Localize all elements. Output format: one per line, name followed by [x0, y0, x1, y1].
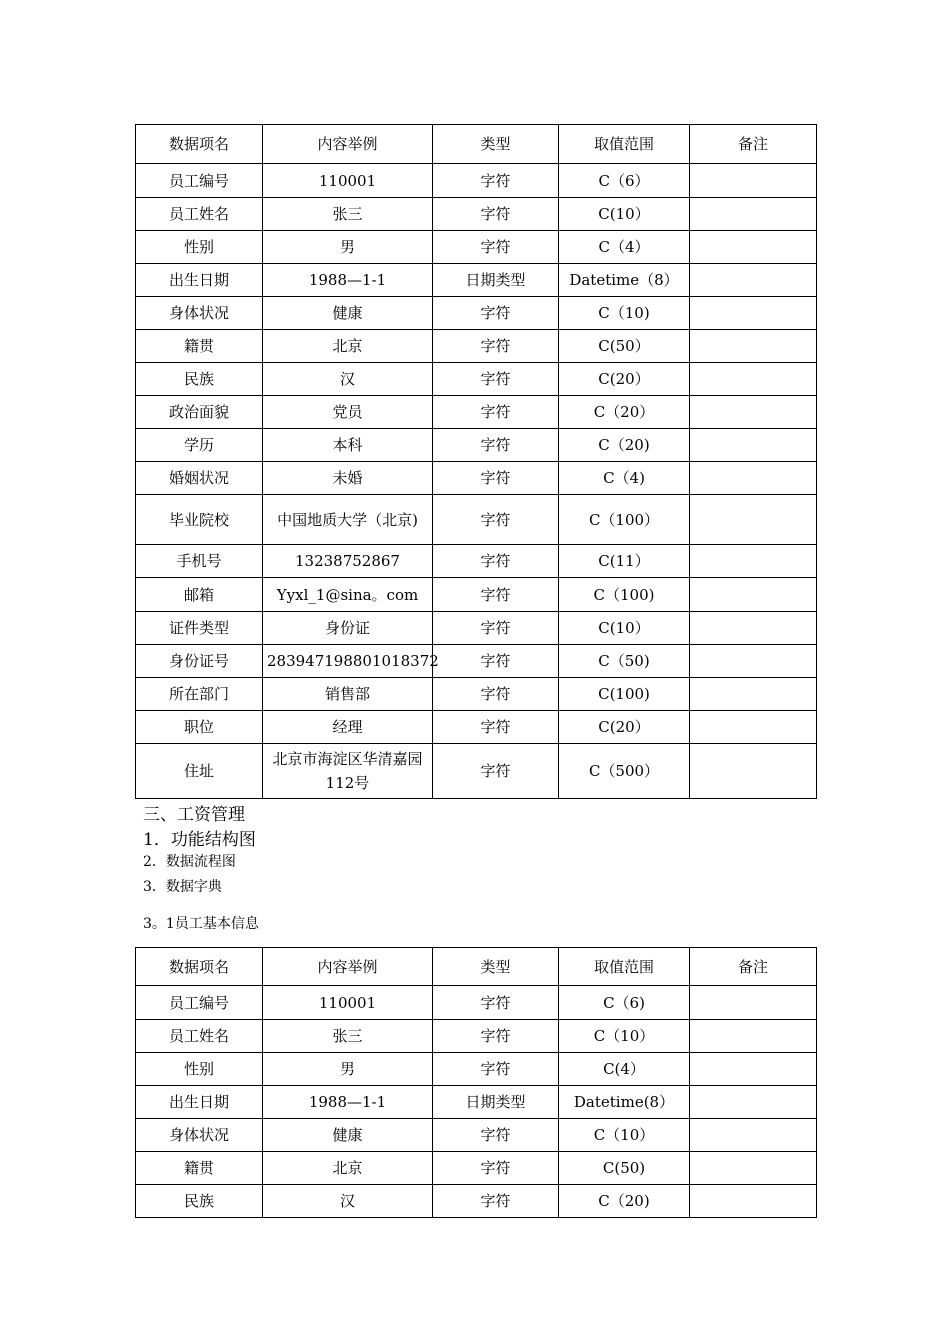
cell-type: 字符: [433, 645, 559, 678]
cell-example: 汉: [263, 1185, 433, 1218]
header-remark: 备注: [690, 948, 817, 986]
cell-remark: [690, 1185, 817, 1218]
cell-example: 1988—1-1: [263, 264, 433, 297]
cell-range: C(50): [559, 1152, 690, 1185]
cell-remark: [690, 462, 817, 495]
cell-remark: [690, 744, 817, 799]
cell-type: 字符: [433, 462, 559, 495]
cell-field-name: 性别: [136, 231, 263, 264]
cell-remark: [690, 363, 817, 396]
cell-field-name: 身体状况: [136, 297, 263, 330]
cell-range: Datetime（8）: [559, 264, 690, 297]
cell-example: 身份证: [263, 612, 433, 645]
table-row: [136, 612, 817, 645]
cell-field-name: 员工编号: [136, 164, 263, 198]
table-row: [136, 744, 817, 799]
cell-example: 13238752867: [263, 545, 433, 578]
cell-remark: [690, 545, 817, 578]
cell-field-name: 籍贯: [136, 1152, 263, 1185]
data-dictionary-table-1: [135, 124, 817, 799]
cell-field-name: 邮箱: [136, 578, 263, 612]
cell-range: C(11）: [559, 545, 690, 578]
cell-range: Datetime(8）: [559, 1086, 690, 1119]
cell-field-name: 职位: [136, 711, 263, 744]
table-row: [136, 462, 817, 495]
table-row: [136, 396, 817, 429]
cell-remark: [690, 264, 817, 297]
cell-example: 110001: [263, 164, 433, 198]
cell-range: C（20): [559, 1185, 690, 1218]
heading-function-structure: 1．功能结构图: [143, 830, 256, 850]
cell-field-name: 婚姻状况: [136, 462, 263, 495]
cell-type: 字符: [433, 711, 559, 744]
cell-example: 汉: [263, 363, 433, 396]
table-row: [136, 429, 817, 462]
cell-field-name: 出生日期: [136, 264, 263, 297]
cell-type: 字符: [433, 330, 559, 363]
cell-type: 字符: [433, 1020, 559, 1053]
cell-field-name: 政治面貌: [136, 396, 263, 429]
header-field-name: 数据项名: [136, 125, 263, 164]
cell-range: C（6）: [559, 164, 690, 198]
cell-remark: [690, 1152, 817, 1185]
cell-range: C(100): [559, 678, 690, 711]
cell-remark: [690, 1020, 817, 1053]
cell-example: 283947198801018372: [263, 645, 433, 678]
cell-remark: [690, 678, 817, 711]
cell-field-name: 身体状况: [136, 1119, 263, 1152]
cell-example: 110001: [263, 986, 433, 1020]
cell-range: C（20）: [559, 396, 690, 429]
cell-remark: [690, 645, 817, 678]
cell-range: C（10）: [559, 1119, 690, 1152]
cell-range: C(50）: [559, 330, 690, 363]
header-range: 取值范围: [559, 948, 690, 986]
header-range: 取值范围: [559, 125, 690, 164]
cell-field-name: 证件类型: [136, 612, 263, 645]
cell-field-name: 员工姓名: [136, 1020, 263, 1053]
cell-example: 张三: [263, 198, 433, 231]
cell-remark: [690, 578, 817, 612]
cell-remark: [690, 1119, 817, 1152]
data-dictionary-table-2: [135, 947, 817, 1218]
cell-type: 字符: [433, 1053, 559, 1086]
header-type: 类型: [433, 948, 559, 986]
table-row: [136, 711, 817, 744]
cell-field-name: 民族: [136, 1185, 263, 1218]
cell-field-name: 员工姓名: [136, 198, 263, 231]
cell-example: Yyxl_1@sina。com: [263, 578, 433, 612]
cell-range: C（4）: [559, 231, 690, 264]
table-row: [136, 297, 817, 330]
table-row: [136, 1152, 817, 1185]
cell-type: 字符: [433, 164, 559, 198]
table-row: [136, 330, 817, 363]
cell-field-name: 手机号: [136, 545, 263, 578]
cell-type: 字符: [433, 231, 559, 264]
cell-type: 字符: [433, 986, 559, 1020]
table-row: [136, 1020, 817, 1053]
cell-remark: [690, 986, 817, 1020]
cell-type: 字符: [433, 363, 559, 396]
cell-type: 日期类型: [433, 1086, 559, 1119]
cell-type: 字符: [433, 744, 559, 799]
table-row: [136, 264, 817, 297]
cell-range: C（10）: [559, 1020, 690, 1053]
table-row: [136, 198, 817, 231]
table-row: [136, 1119, 817, 1152]
cell-range: C(20）: [559, 363, 690, 396]
cell-type: 字符: [433, 429, 559, 462]
cell-field-name: 身份证号: [136, 645, 263, 678]
cell-example: 男: [263, 231, 433, 264]
cell-remark: [690, 429, 817, 462]
cell-example: 销售部: [263, 678, 433, 711]
cell-example: 党员: [263, 396, 433, 429]
cell-example: 北京市海淀区华清嘉园112号: [263, 744, 433, 799]
header-remark: 备注: [690, 125, 817, 164]
header-example: 内容举例: [263, 125, 433, 164]
table-row: [136, 678, 817, 711]
cell-remark: [690, 612, 817, 645]
cell-remark: [690, 164, 817, 198]
cell-range: C（50): [559, 645, 690, 678]
cell-example: 张三: [263, 1020, 433, 1053]
cell-range: C(10）: [559, 198, 690, 231]
cell-example: 北京: [263, 1152, 433, 1185]
cell-type: 字符: [433, 545, 559, 578]
cell-example: 健康: [263, 1119, 433, 1152]
cell-field-name: 性别: [136, 1053, 263, 1086]
section-heading-salary-management: 三、工资管理: [143, 805, 245, 825]
cell-remark: [690, 1086, 817, 1119]
cell-range: C(4）: [559, 1053, 690, 1086]
cell-range: C（4): [559, 462, 690, 495]
cell-type: 字符: [433, 495, 559, 545]
table-header-row: [136, 948, 817, 986]
cell-remark: [690, 297, 817, 330]
cell-example: 北京: [263, 330, 433, 363]
table-row: [136, 495, 817, 545]
table-row: [136, 645, 817, 678]
table-row: [136, 986, 817, 1020]
cell-type: 字符: [433, 198, 559, 231]
cell-remark: [690, 711, 817, 744]
cell-example: 男: [263, 1053, 433, 1086]
table-row: [136, 1185, 817, 1218]
cell-example: 经理: [263, 711, 433, 744]
header-field-name: 数据项名: [136, 948, 263, 986]
cell-type: 字符: [433, 578, 559, 612]
cell-remark: [690, 1053, 817, 1086]
heading-data-flow: 2．数据流程图: [143, 854, 236, 870]
cell-range: C（20): [559, 429, 690, 462]
cell-type: 日期类型: [433, 264, 559, 297]
cell-range: C（100）: [559, 495, 690, 545]
cell-remark: [690, 198, 817, 231]
heading-employee-basic-info: 3。1员工基本信息: [143, 916, 259, 932]
cell-field-name: 员工编号: [136, 986, 263, 1020]
cell-range: C（100): [559, 578, 690, 612]
cell-field-name: 民族: [136, 363, 263, 396]
cell-field-name: 毕业院校: [136, 495, 263, 545]
cell-type: 字符: [433, 1119, 559, 1152]
table-row: [136, 231, 817, 264]
table-row: [136, 1053, 817, 1086]
table-row: [136, 363, 817, 396]
cell-example: 未婚: [263, 462, 433, 495]
cell-remark: [690, 231, 817, 264]
cell-remark: [690, 330, 817, 363]
cell-remark: [690, 495, 817, 545]
cell-field-name: 出生日期: [136, 1086, 263, 1119]
cell-field-name: 籍贯: [136, 330, 263, 363]
cell-example: 本科: [263, 429, 433, 462]
cell-type: 字符: [433, 1185, 559, 1218]
cell-range: C（10): [559, 297, 690, 330]
cell-field-name: 所在部门: [136, 678, 263, 711]
cell-type: 字符: [433, 297, 559, 330]
cell-type: 字符: [433, 396, 559, 429]
cell-range: C（6): [559, 986, 690, 1020]
cell-range: C（500）: [559, 744, 690, 799]
cell-example: 健康: [263, 297, 433, 330]
cell-remark: [690, 396, 817, 429]
cell-field-name: 学历: [136, 429, 263, 462]
cell-range: C(10）: [559, 612, 690, 645]
heading-data-dictionary: 3．数据字典: [143, 879, 222, 895]
table-header-row: [136, 125, 817, 164]
table-row: [136, 164, 817, 198]
header-type: 类型: [433, 125, 559, 164]
table-row: [136, 545, 817, 578]
header-example: 内容举例: [263, 948, 433, 986]
cell-type: 字符: [433, 1152, 559, 1185]
cell-type: 字符: [433, 678, 559, 711]
cell-field-name: 住址: [136, 744, 263, 799]
cell-example: 中国地质大学（北京): [263, 495, 433, 545]
table-row: [136, 1086, 817, 1119]
cell-range: C(20）: [559, 711, 690, 744]
cell-type: 字符: [433, 612, 559, 645]
cell-example: 1988—1-1: [263, 1086, 433, 1119]
table-row: [136, 578, 817, 612]
